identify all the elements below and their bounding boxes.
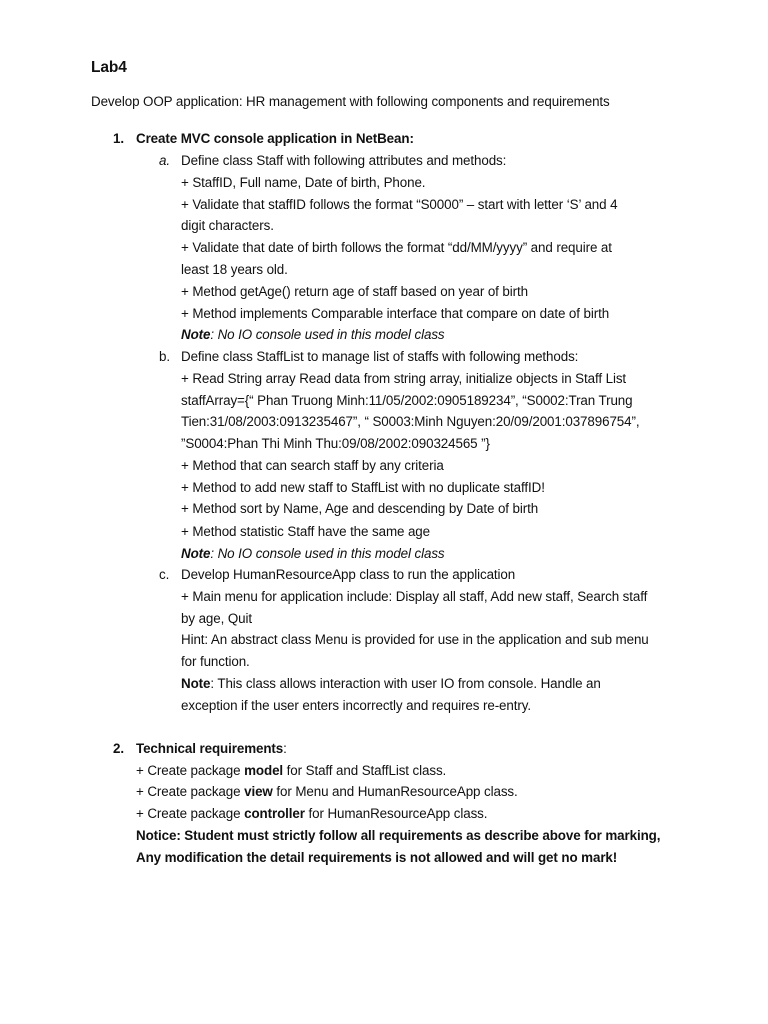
package-line-suffix: for Staff and StaffList class. — [283, 763, 447, 778]
note-label: Note — [181, 676, 211, 691]
item-b-line-7: + Method sort by Name, Age and descending by Date of birth — [181, 501, 539, 516]
notice-line-2: Any modification the detail requirements is not allowed and will get no mark! — [136, 850, 618, 865]
item-a-line-7: + Method implements Comparable interface that compare on date of birth — [181, 306, 610, 321]
intro-text: Develop OOP application: HR management with following components and requirements — [91, 94, 610, 109]
package-line-suffix: for HumanResourceApp class. — [304, 806, 488, 821]
note-label: Note — [181, 327, 211, 342]
item-a-line-1: + StaffID, Full name, Date of birth, Phone. — [181, 175, 426, 190]
item-c-line-5: exception if the user enters incorrectly and requires re-entry. — [181, 698, 531, 713]
note-text: : This class allows interaction with user IO from console. Handle an — [210, 676, 601, 691]
item-a-line-4: + Validate that date of birth follows the format “dd/MM/yyyy” and require at — [181, 240, 612, 255]
item-c-line-4: for function. — [181, 654, 250, 669]
item-b-line-8: + Method statistic Staff have the same age — [181, 524, 431, 539]
item-c-note — [181, 675, 601, 692]
item-b-marker: b. — [159, 349, 170, 364]
item-a-note — [181, 326, 445, 343]
package-line-suffix: for Menu and HumanResourceApp class. — [272, 784, 518, 799]
item-a-marker: a. — [159, 153, 170, 168]
item-b-line-3: Tien:31/08/2003:0913235467”, “ S0003:Minh Nguyen:20/09/2001:037896754”, — [181, 414, 640, 429]
note-label: Note — [181, 546, 211, 561]
item-a-heading: Define class Staff with following attributes and methods: — [181, 153, 507, 168]
section-2-number: 2. — [113, 741, 124, 756]
item-a-line-5: least 18 years old. — [181, 262, 288, 277]
package-name: model — [244, 763, 284, 778]
item-b-line-1: + Read String array Read data from string array, initialize objects in Staff List — [181, 371, 627, 386]
package-line-prefix: + Create package — [136, 784, 245, 799]
package-model-line — [136, 762, 446, 779]
section-1-number: 1. — [113, 131, 124, 146]
section-2-heading-text: Technical requirements — [136, 741, 284, 756]
item-a-line-6: + Method getAge() return age of staff based on year of birth — [181, 284, 528, 299]
item-b-note — [181, 545, 445, 562]
item-b-heading: Define class StaffList to manage list of staffs with following methods: — [181, 349, 579, 364]
note-text: : No IO console used in this model class — [210, 327, 445, 342]
section-2-heading — [136, 740, 287, 757]
item-c-line-2: by age, Quit — [181, 611, 253, 626]
item-b-line-2: staffArray={“ Phan Truong Minh:11/05/2002:0905189234”, “S0002:Tran Trung — [181, 393, 633, 408]
section-1-heading: Create MVC console application in NetBean: — [136, 131, 414, 146]
item-a-line-3: digit characters. — [181, 218, 274, 233]
item-b-line-5: + Method that can search staff by any criteria — [181, 458, 444, 473]
package-line-prefix: + Create package — [136, 806, 245, 821]
item-c-line-1: + Main menu for application include: Display all staff, Add new staff, Search staff — [181, 589, 648, 604]
package-line-prefix: + Create package — [136, 763, 245, 778]
item-b-line-4: ”S0004:Phan Thi Minh Thu:09/08/2002:090324565 ”} — [181, 436, 490, 451]
notice-line-1: Notice: Student must strictly follow all requirements as describe above for marking, — [136, 828, 661, 843]
package-controller-line — [136, 805, 487, 822]
package-name: controller — [244, 806, 305, 821]
note-text: : No IO console used in this model class — [210, 546, 445, 561]
item-a-line-2: + Validate that staffID follows the format “S0000” – start with letter ‘S’ and 4 — [181, 197, 618, 212]
item-b-line-6: + Method to add new staff to StaffList with no duplicate staffID! — [181, 480, 545, 495]
item-c-heading: Develop HumanResourceApp class to run the application — [181, 567, 516, 582]
doc-title: Lab4 — [91, 59, 127, 76]
section-2-heading-colon: : — [283, 741, 287, 756]
package-view-line — [136, 783, 518, 800]
package-name: view — [244, 784, 273, 799]
item-c-marker: c. — [159, 567, 170, 582]
item-c-line-3: Hint: An abstract class Menu is provided for use in the application and sub menu — [181, 632, 649, 647]
